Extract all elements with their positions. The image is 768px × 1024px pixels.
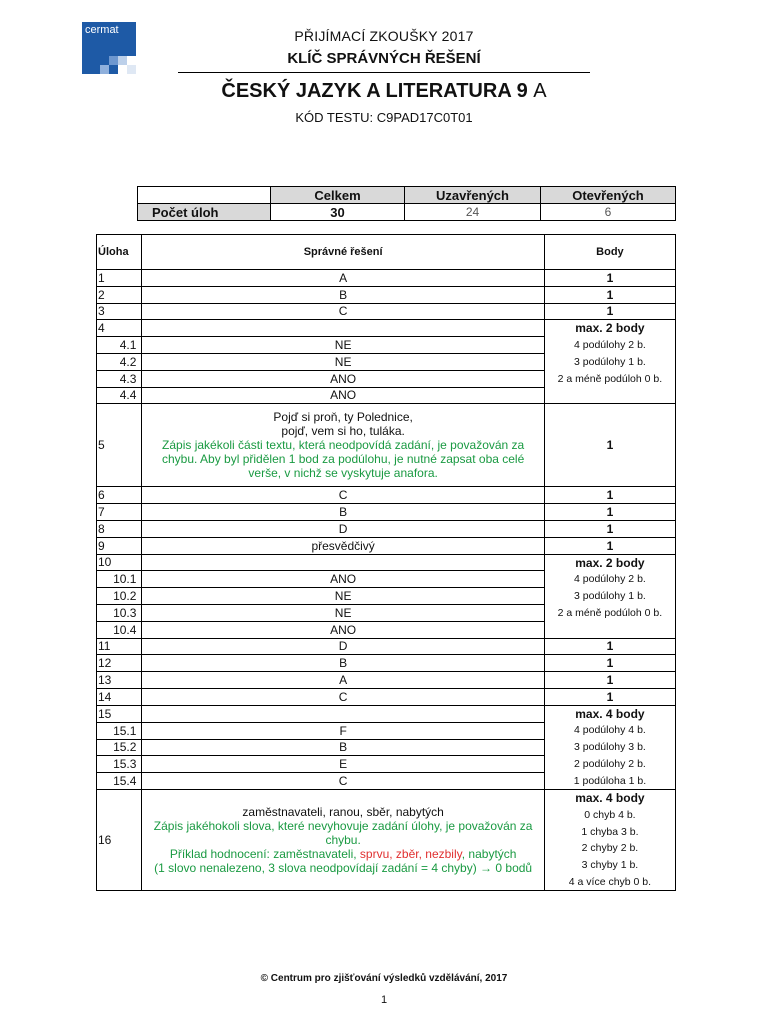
task-number: 11 — [97, 638, 142, 655]
points-rule: 2 a méně podúloh 0 b. — [557, 606, 663, 619]
table-row — [97, 270, 676, 287]
points-rule: 4 podúlohy 4 b. — [574, 724, 646, 737]
header-divider — [178, 72, 590, 73]
example-result: (1 slovo nenalezeno, 3 slova neodpovídají zadání = 4 chyby) → 0 bodů — [154, 861, 533, 876]
points: 1 — [544, 404, 675, 487]
summary-corner — [138, 187, 271, 204]
table-row — [97, 537, 676, 554]
task-number: 10 — [97, 554, 142, 571]
header-solution: Správné řešení — [142, 235, 544, 270]
points-rule: 3 chyby 1 b. — [581, 859, 639, 872]
points: 1 — [544, 270, 675, 287]
answer — [142, 320, 544, 337]
points-group — [544, 705, 675, 790]
answer: NE — [142, 337, 544, 354]
answer: D — [142, 638, 544, 655]
summary-table — [137, 186, 676, 221]
answer: přesvědčivý — [142, 537, 544, 554]
points-max: max. 4 body — [575, 791, 645, 806]
points: 1 — [544, 520, 675, 537]
header-points: Body — [544, 235, 675, 270]
table-row — [97, 303, 676, 320]
evaluation-note: Zápis jakéhokoli slova, které nevyhovuje zadání úlohy, je považován za chybu. — [153, 819, 533, 848]
points-rule: 3 podúlohy 1 b. — [574, 589, 646, 602]
table-row — [97, 554, 676, 571]
table-row — [97, 790, 676, 891]
points: 1 — [544, 504, 675, 521]
task-number: 9 — [97, 537, 142, 554]
task-number: 2 — [97, 286, 142, 303]
task-number: 4.3 — [97, 370, 142, 387]
table-row — [97, 404, 676, 487]
answer: C — [142, 487, 544, 504]
answer: NE — [142, 604, 544, 621]
points: 1 — [544, 286, 675, 303]
points-group — [544, 320, 675, 404]
task-number: 10.1 — [97, 571, 142, 588]
points: 1 — [544, 688, 675, 705]
task-number: 5 — [97, 404, 142, 487]
table-row — [97, 638, 676, 655]
summary-header-open: Otevřených — [541, 187, 676, 204]
task-number: 1 — [97, 270, 142, 287]
task-number: 7 — [97, 504, 142, 521]
answer-line: pojď, vem si ho, tuláka. — [281, 424, 405, 439]
points-rule: 3 podúlohy 1 b. — [574, 355, 646, 368]
answer: ANO — [142, 370, 544, 387]
task-number: 4.4 — [97, 387, 142, 404]
answer: C — [142, 688, 544, 705]
table-row — [97, 487, 676, 504]
summary-header-total: Celkem — [271, 187, 405, 204]
answer: C — [142, 773, 544, 790]
evaluation-note: Zápis jakékoli části textu, která neodpovídá zadání, je považován za chybu. Aby byl přidělen 1 bod za podúlohu, je nutné zapsat oba celé verše, v nichž se vyskytuje anafora. — [162, 438, 525, 481]
task-number: 10.4 — [97, 621, 142, 638]
table-row — [97, 672, 676, 689]
table-row — [97, 520, 676, 537]
answer — [142, 790, 544, 891]
answer: ANO — [142, 571, 544, 588]
points: 1 — [544, 487, 675, 504]
task-number: 15.4 — [97, 773, 142, 790]
table-row — [97, 504, 676, 521]
title-main: ČESKÝ JAZYK A LITERATURA 9 — [221, 80, 528, 102]
table-row — [97, 705, 676, 722]
table-row — [97, 655, 676, 672]
task-number: 12 — [97, 655, 142, 672]
task-number: 15 — [97, 705, 142, 722]
page-title — [0, 80, 768, 103]
points: 1 — [544, 303, 675, 320]
answer: B — [142, 504, 544, 521]
summary-header-closed: Uzavřených — [405, 187, 541, 204]
task-number: 10.3 — [97, 604, 142, 621]
task-number: 10.2 — [97, 588, 142, 605]
example-prefix: Příklad hodnocení: zaměstnavateli, — [169, 847, 360, 862]
answer: A — [142, 672, 544, 689]
answer: NE — [142, 588, 544, 605]
example-wrong-words: sprvu, zběr, nezbily — [359, 847, 462, 862]
answer: B — [142, 739, 544, 756]
points-rule: 3 podúlohy 3 b. — [574, 741, 646, 754]
points: 1 — [544, 638, 675, 655]
test-code: KÓD TESTU: C9PAD17C0T01 — [295, 110, 473, 125]
title-variant: A — [533, 80, 547, 102]
points-rule: 2 chyby 2 b. — [581, 842, 639, 855]
answer-line: Pojď si proň, ty Polednice, — [273, 410, 413, 425]
points-rule: 0 chyb 4 b. — [584, 808, 636, 821]
points-max: max. 2 body — [575, 555, 645, 570]
task-number: 15.1 — [97, 722, 142, 739]
points-max: max. 2 body — [575, 321, 645, 336]
task-number: 13 — [97, 672, 142, 689]
answer-line: zaměstnavateli, ranou, sběr, nabytých — [242, 805, 444, 820]
copyright-footer: © Centrum pro zjišťování výsledků vzdělávání, 2017 — [260, 973, 508, 984]
task-number: 8 — [97, 520, 142, 537]
answer: E — [142, 756, 544, 773]
table-row — [97, 688, 676, 705]
points-rule: 1 chyba 3 b. — [581, 825, 639, 838]
points-rule: 4 podúlohy 2 b. — [574, 339, 646, 352]
task-number: 4 — [97, 320, 142, 337]
task-number: 15.3 — [97, 756, 142, 773]
answer: ANO — [142, 621, 544, 638]
points: 1 — [544, 655, 675, 672]
points-group — [544, 790, 675, 891]
table-row — [97, 286, 676, 303]
answer: C — [142, 303, 544, 320]
task-number: 6 — [97, 487, 142, 504]
task-number: 4.1 — [97, 337, 142, 354]
answer: A — [142, 270, 544, 287]
task-number: 3 — [97, 303, 142, 320]
points-rule: 1 podúloha 1 b. — [573, 774, 647, 787]
points-rule: 4 podúlohy 2 b. — [574, 573, 646, 586]
summary-open: 6 — [541, 204, 676, 221]
points-rule: 2 a méně podúloh 0 b. — [557, 372, 663, 385]
table-row — [97, 320, 676, 337]
points-max: max. 4 body — [575, 706, 645, 721]
example-suffix: , nabytých — [461, 847, 517, 862]
points-group — [544, 554, 675, 638]
answer — [142, 554, 544, 571]
points: 1 — [544, 672, 675, 689]
answer: B — [142, 286, 544, 303]
task-number: 4.2 — [97, 353, 142, 370]
points: 1 — [544, 537, 675, 554]
task-number: 14 — [97, 688, 142, 705]
answer — [142, 705, 544, 722]
answer: D — [142, 520, 544, 537]
exam-name: PŘIJÍMACÍ ZKOUŠKY 2017 — [294, 28, 474, 44]
answer-key-table — [96, 234, 676, 891]
answer: ANO — [142, 387, 544, 404]
answer — [142, 404, 544, 487]
summary-total: 30 — [271, 204, 405, 221]
points-rule: 4 a více chyb 0 b. — [568, 875, 652, 888]
page-number: 1 — [380, 994, 388, 1006]
answer: NE — [142, 353, 544, 370]
evaluation-example — [148, 847, 537, 861]
task-number: 15.2 — [97, 739, 142, 756]
answer: F — [142, 722, 544, 739]
summary-closed: 24 — [405, 204, 541, 221]
logo-text: cermat — [85, 24, 119, 36]
summary-row-label: Počet úloh — [138, 204, 271, 221]
answer: B — [142, 655, 544, 672]
points-rule: 2 podúlohy 2 b. — [574, 757, 646, 770]
task-number: 16 — [97, 790, 142, 891]
header-task: Úloha — [97, 235, 142, 270]
key-subtitle: KLÍČ SPRÁVNÝCH ŘEŠENÍ — [287, 50, 481, 67]
